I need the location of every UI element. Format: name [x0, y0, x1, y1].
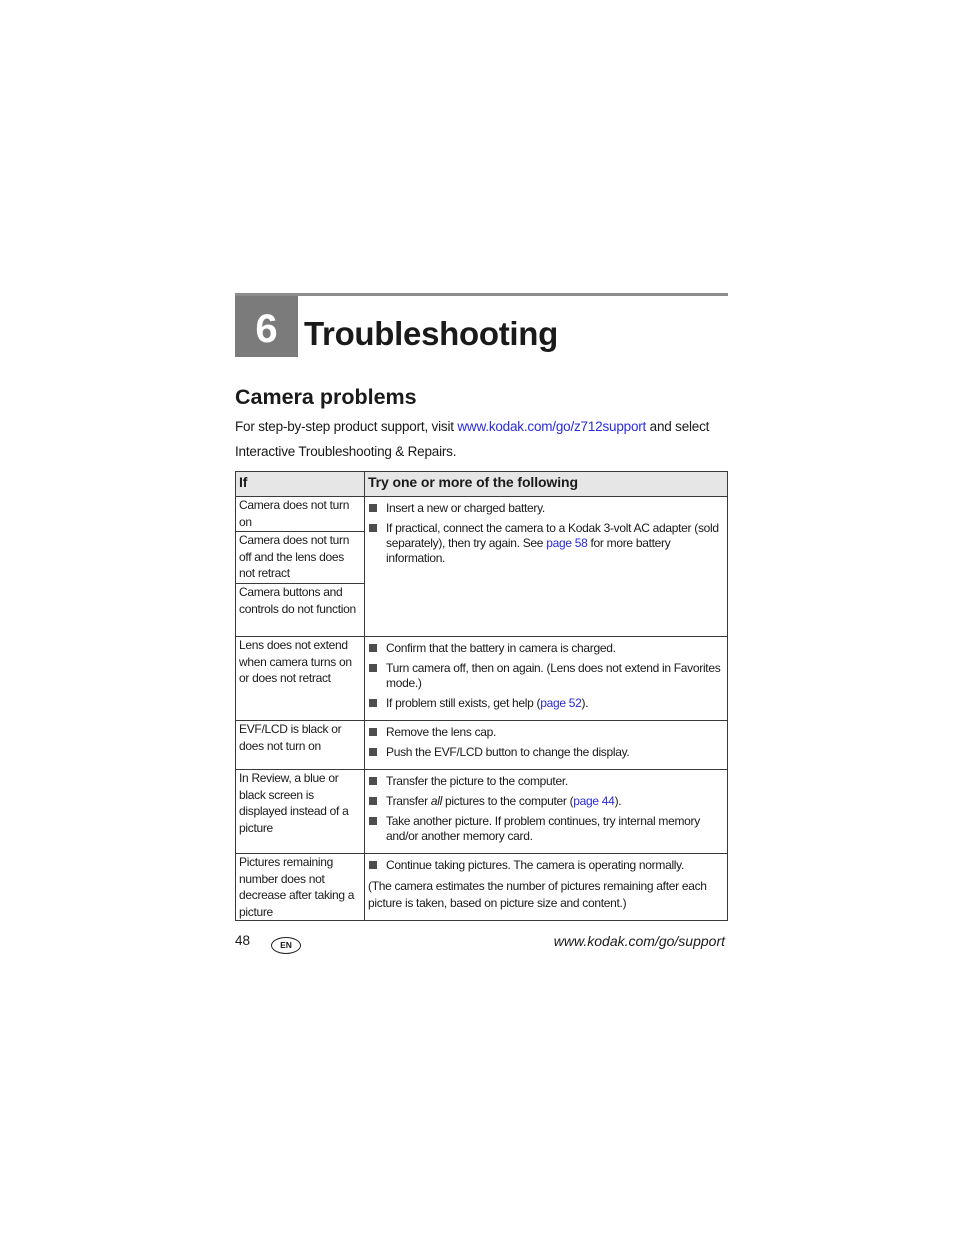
list-item: Insert a new or charged battery. — [367, 501, 721, 516]
solution-cell — [365, 497, 728, 637]
item-emphasis: all — [430, 794, 442, 808]
intro-text: For step-by-step product support, visit — [235, 419, 458, 434]
solution-cell — [365, 637, 728, 721]
condition-cell: EVF/LCD is black or does not turn on — [236, 721, 365, 770]
list-item: Turn camera off, then on again. (Lens does not extend in Favorites mode.) — [367, 661, 721, 691]
condition-cell: Pictures remaining number does not decrease after taking a picture — [236, 854, 365, 921]
support-link[interactable]: www.kodak.com/go/z712support — [457, 419, 647, 434]
chapter-rule — [235, 293, 728, 296]
chapter-number: 6 — [235, 296, 298, 357]
section-title: Camera problems — [235, 385, 417, 409]
intro-paragraph — [235, 414, 730, 464]
item-text-end: for more battery information. — [386, 536, 671, 565]
item-text-end: ). — [614, 794, 622, 808]
intro-text-end: and select Interactive Troubleshooting & Repairs. — [235, 419, 710, 459]
table-row — [236, 721, 728, 770]
list-item — [367, 696, 721, 711]
list-item: Transfer the picture to the computer. — [367, 774, 721, 789]
troubleshooting-table — [235, 471, 728, 921]
solution-cell — [365, 854, 728, 921]
condition-cell — [236, 497, 365, 637]
list-item: Continue taking pictures. The camera is operating normally. — [367, 858, 721, 873]
list-item: Confirm that the battery in camera is charged. — [367, 641, 721, 656]
table-row — [236, 637, 728, 721]
item-text: If problem still exists, get help ( — [386, 696, 541, 710]
page-link[interactable]: page 52 — [540, 696, 582, 710]
chapter-title: Troubleshooting — [304, 315, 558, 352]
header-try: Try one or more of the following — [365, 472, 728, 497]
list-item: Take another picture. If problem continues, try internal memory and/or another memory card. — [367, 814, 721, 844]
table-row — [236, 497, 728, 637]
item-text: If practical, connect the camera to a Kodak 3-volt AC adapter (sold separately), then try again. See — [386, 521, 719, 550]
item-text-end: ). — [581, 696, 589, 710]
page-link[interactable]: page 58 — [546, 536, 588, 550]
item-text-middle: pictures to the computer ( — [441, 794, 574, 808]
solution-note: (The camera estimates the number of pictures remaining after each picture is taken, based on picture size and content.) — [368, 879, 707, 910]
page-number: 48 — [235, 933, 251, 948]
item-text: Transfer — [386, 794, 431, 808]
condition-cell: Lens does not extend when camera turns on or does not retract — [236, 637, 365, 721]
footer-url: www.kodak.com/go/support — [553, 933, 725, 949]
list-item: Remove the lens cap. — [367, 725, 721, 740]
condition-cell: In Review, a blue or black screen is displayed instead of a picture — [236, 770, 365, 854]
solution-cell — [365, 770, 728, 854]
condition-text: Camera buttons and controls do not function — [236, 583, 364, 636]
table-row — [236, 770, 728, 854]
table-row — [236, 854, 728, 921]
language-badge: EN — [271, 937, 301, 954]
list-item — [367, 521, 721, 566]
list-item: Push the EVF/LCD button to change the display. — [367, 745, 721, 760]
table-header-row — [236, 472, 728, 497]
list-item — [367, 794, 721, 809]
header-if: If — [236, 472, 365, 497]
solution-cell — [365, 721, 728, 770]
condition-text: Camera does not turn on — [239, 498, 350, 529]
condition-text: Camera does not turn off and the lens does not retract — [236, 531, 364, 583]
page-link[interactable]: page 44 — [573, 794, 615, 808]
